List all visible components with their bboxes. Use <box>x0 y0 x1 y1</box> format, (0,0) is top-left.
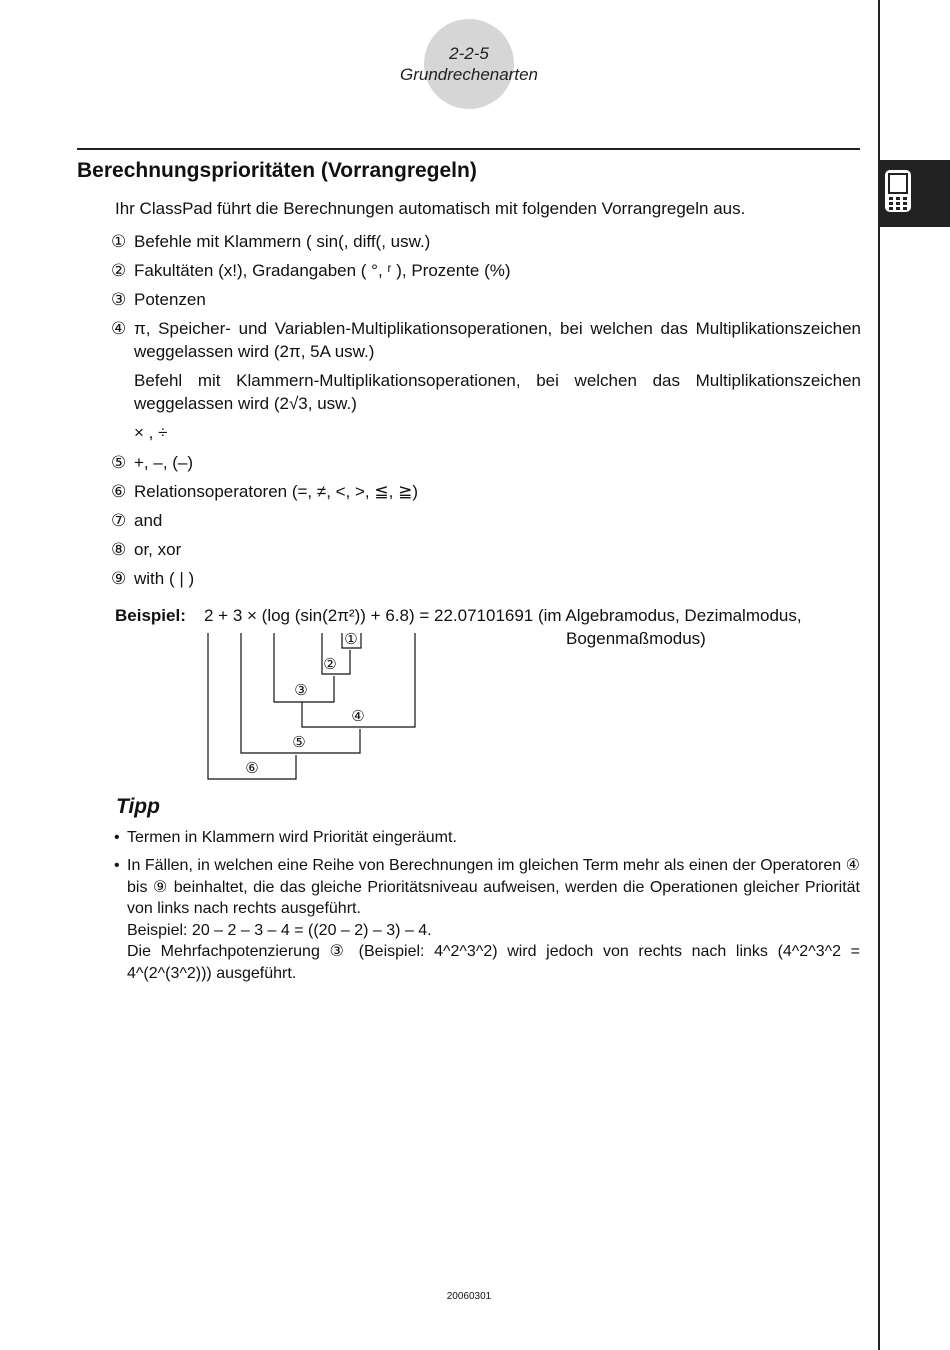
priority-item-3 <box>111 288 861 311</box>
tipp-item-1 <box>114 827 860 849</box>
priority-marker: ⑥ <box>111 482 127 501</box>
page-title: Berechnungsprioritäten (Vorrangregeln) <box>77 159 477 182</box>
priority-tree-diagram <box>200 628 430 784</box>
priority-marker: ④ <box>111 319 127 338</box>
calculator-icon <box>883 168 913 214</box>
tipp-item-2 <box>114 855 860 984</box>
priority-text: Potenzen <box>134 290 206 309</box>
section-number: 2-2-5 <box>449 44 489 63</box>
priority-marker: ⑨ <box>111 569 127 588</box>
tipp-text: Termen in Klammern wird Priorität eingeräumt. <box>127 829 457 846</box>
priority-text: or, xor <box>134 540 182 559</box>
priority-item-4 <box>111 317 861 363</box>
tipp-example-line: Beispiel: 20 – 2 – 3 – 4 = ((20 – 2) – 3) – 4. <box>127 921 432 939</box>
priority-text: π, Speicher- und Variablen-Multiplikationsoperationen, bei welchen das Multiplikationszeichen weggelassen wird (2π, 5A usw.) <box>134 319 861 361</box>
section-divider <box>77 148 860 150</box>
priority-item-6 <box>111 480 861 503</box>
priority-item-5 <box>111 451 861 474</box>
priority-item-7 <box>111 509 861 532</box>
tree-marker-3: ③ <box>294 681 308 699</box>
header-decoration-circle <box>424 19 514 109</box>
chapter-tab <box>880 160 950 227</box>
tipp-heading: Tipp <box>116 795 160 818</box>
bullet: • <box>114 857 120 874</box>
example-expression: 2 + 3 × (log (sin(2π²)) + 6.8) = 22.07101691 (im Algebramodus, Dezimalmodus, <box>204 606 802 625</box>
tree-marker-2: ② <box>323 655 337 673</box>
tree-marker-6: ⑥ <box>245 759 259 777</box>
priority-4-extra-1: Befehl mit Klammern-Multiplikationsoperationen, bei welchen das Multiplikationszeichen weggelassen wird (2√3, usw.) <box>134 371 861 413</box>
priority-item-8 <box>111 538 861 561</box>
priority-marker: ⑦ <box>111 511 127 530</box>
example-label: Beispiel: <box>115 606 186 625</box>
tree-marker-4: ④ <box>351 707 365 725</box>
priority-text: with ( | ) <box>134 569 195 588</box>
intro-text: Ihr ClassPad führt die Berechnungen automatisch mit folgenden Vorrangregeln aus. <box>115 199 746 218</box>
priority-text: Relationsoperatoren (=, ≠, <, >, ≦, ≧) <box>134 482 418 501</box>
priority-marker: ⑤ <box>111 453 127 472</box>
tipp-text: In Fällen, in welchen eine Reihe von Berechnungen im gleichen Term mehr als einen der Operatoren ④ bis ⑨ beinhaltet, die das gleiche Prioritätsniveau aufweisen, werden die Operationen gleicher Priorität von links nach rechts ausgeführt. <box>127 857 860 917</box>
footer-date-code: 20060301 <box>446 1291 492 1302</box>
priority-text: Fakultäten (x!), Gradangaben ( °, ʳ ), Prozente (%) <box>134 261 511 280</box>
priority-item-9 <box>111 567 861 590</box>
priority-4-extra-2: × , ÷ <box>134 423 168 442</box>
section-title-header: Grundrechenarten <box>400 65 538 84</box>
priority-marker: ⑧ <box>111 540 127 559</box>
priority-text: +, –, (–) <box>134 453 194 472</box>
bullet: • <box>114 829 120 846</box>
priority-text: and <box>134 511 163 530</box>
priority-marker: ② <box>111 261 127 280</box>
example-mode-continued: Bogenmaßmodus) <box>566 629 706 648</box>
priority-item-1 <box>111 230 861 253</box>
priority-marker: ① <box>111 232 127 251</box>
tree-marker-5: ⑤ <box>292 733 306 751</box>
tree-marker-1: ① <box>344 630 358 648</box>
tipp-power-note: Die Mehrfachpotenzierung ③ (Beispiel: 4^2^3^2) wird jedoch von rechts nach links (4^2^3^2 = 4^(2^(3^2))) ausgeführt. <box>127 943 860 982</box>
priority-marker: ③ <box>111 290 127 309</box>
priority-item-2 <box>111 259 861 282</box>
priority-text: Befehle mit Klammern ( sin(, diff(, usw.) <box>134 232 431 251</box>
